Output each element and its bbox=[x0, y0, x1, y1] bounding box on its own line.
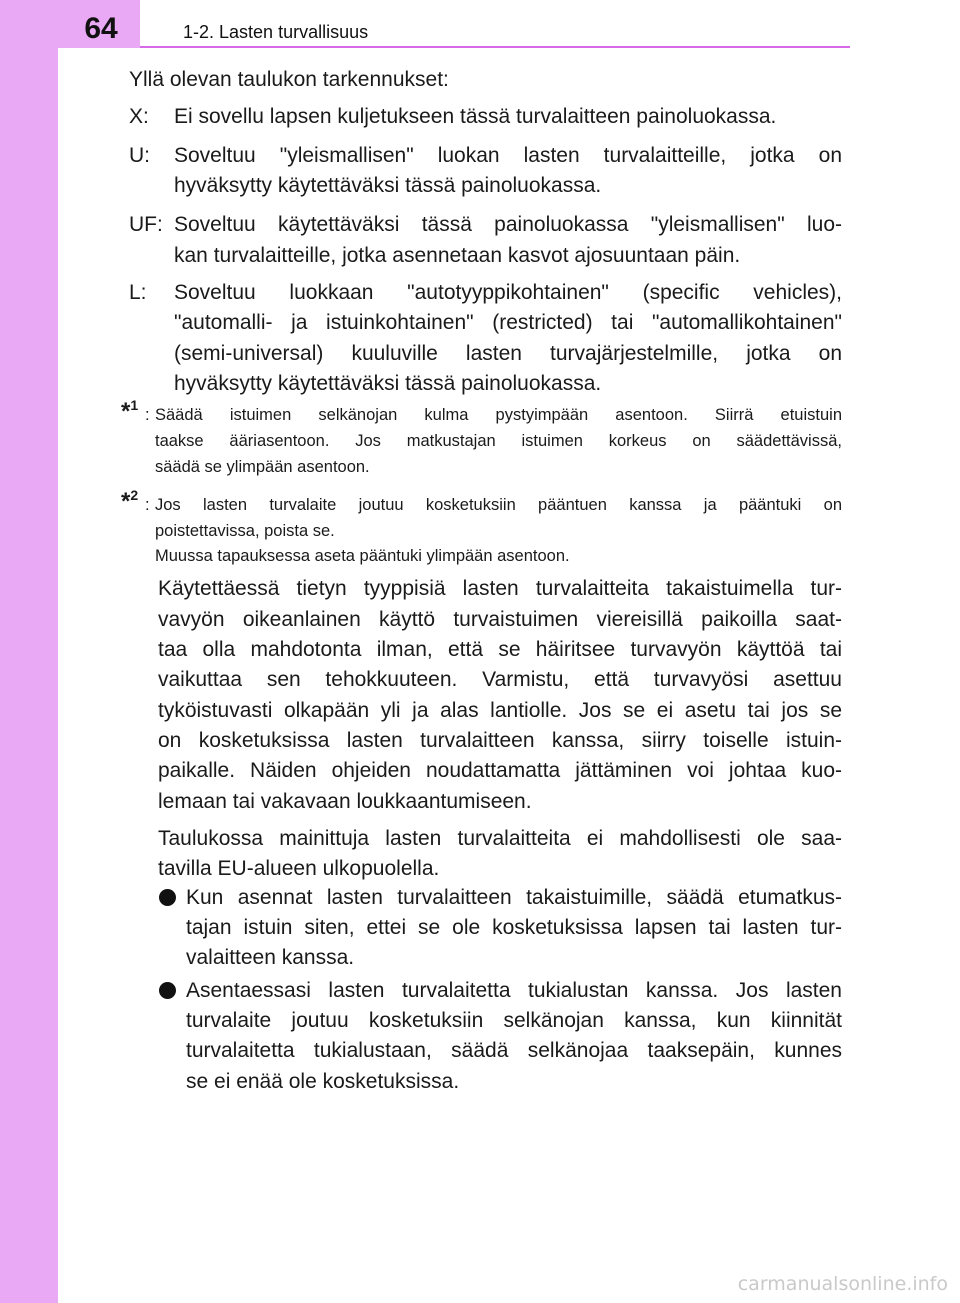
footnote-line: poistettavissa, poista se. bbox=[155, 522, 335, 540]
paragraph-line: on kosketuksissa lasten turvalaitteen kanssa, siirry toiselle istuin- bbox=[158, 729, 842, 752]
bullet-line: tajan istuin siten, ettei se ole kosketuksissa lapsen tai lasten tur- bbox=[186, 916, 842, 939]
paragraph-line: taa olla mahdotonta ilman, että se häiritsee turvavyön käyttöä tai bbox=[158, 638, 842, 661]
footnote-line: säädä se ylimpään asentoon. bbox=[155, 458, 370, 476]
legend-key-uf: UF: bbox=[129, 213, 163, 236]
header-rule bbox=[140, 46, 850, 48]
watermark: carmanualsonline.info bbox=[737, 1273, 948, 1295]
bullet-line: se ei enää ole kosketuksissa. bbox=[186, 1070, 460, 1093]
section-title: 1-2. Lasten turvallisuus bbox=[183, 22, 369, 42]
asterisk: * bbox=[121, 398, 131, 425]
page-sidebar-band bbox=[0, 0, 58, 1303]
footnote-1-marker bbox=[121, 397, 139, 425]
legend-key-l: L: bbox=[129, 281, 147, 304]
legend-line: hyväksytty käytettäväksi tässä painoluokassa. bbox=[174, 372, 602, 395]
paragraph-line: Taulukossa mainittuja lasten turvalaitteita ei mahdollisesti ole saa- bbox=[158, 827, 842, 850]
bullet-icon bbox=[159, 889, 176, 906]
footnote-line: Muussa tapauksessa aseta pääntuki ylimpään asentoon. bbox=[155, 547, 570, 565]
paragraph-line: vavyön oikeanlainen käyttö turvaistuimen viereisillä paikoilla saat- bbox=[158, 608, 842, 631]
legend-line: hyväksytty käytettäväksi tässä painoluokassa. bbox=[174, 174, 602, 197]
footnote-2-marker bbox=[121, 487, 139, 515]
legend-key-x: X: bbox=[129, 105, 149, 128]
intro-text: Yllä olevan taulukon tarkennukset: bbox=[129, 68, 449, 91]
legend-line: Soveltuu luokkaan "autotyyppikohtainen" (specific vehicles), bbox=[174, 281, 842, 304]
bullet-line: Kun asennat lasten turvalaitteen takaistuimille, säädä etumatkus- bbox=[186, 886, 842, 909]
bullet-line: turvalaitetta tukialustaan, säädä selkänojaa taaksepäin, kunnes bbox=[186, 1039, 842, 1062]
paragraph-line: paikalle. Näiden ohjeiden noudattamatta jättäminen voi johtaa kuo- bbox=[158, 759, 842, 782]
legend-line: Soveltuu käytettäväksi tässä painoluokassa "yleismallisen" luo- bbox=[174, 213, 842, 236]
legend-line: Soveltuu "yleismallisen" luokan lasten turvalaitteille, jotka on bbox=[174, 144, 842, 167]
paragraph-line: Käytettäessä tietyn tyyppisiä lasten turvalaitteita takaistuimella tur- bbox=[158, 577, 842, 600]
paragraph-line: vaikuttaa sen tehokkuuteen. Varmistu, että turvavyösi asettuu bbox=[158, 668, 842, 691]
bullet-icon bbox=[159, 982, 176, 999]
bullet-line: turvalaite joutuu kosketuksiin selkänojan kanssa, kun kiinnität bbox=[186, 1009, 842, 1032]
footnote-line: Jos lasten turvalaite joutuu kosketuksiin pääntuen kanssa ja pääntuki on bbox=[155, 496, 842, 514]
footnote-colon: : bbox=[145, 496, 150, 514]
legend-line: (semi-universal) kuuluville lasten turvajärjestelmille, jotka on bbox=[174, 342, 842, 365]
paragraph-line: lemaan tai vakavaan loukkaantumiseen. bbox=[158, 790, 532, 813]
footnote-line: Säädä istuimen selkänojan kulma pystyimpään asentoon. Siirrä etuistuin bbox=[155, 406, 842, 424]
legend-line: Ei sovellu lapsen kuljetukseen tässä turvalaitteen painoluokassa. bbox=[174, 105, 777, 128]
legend-line: "automalli- ja istuinkohtainen" (restricted) tai "automallikohtainen" bbox=[174, 311, 842, 334]
footnote-colon: : bbox=[145, 406, 150, 424]
legend-key-u: U: bbox=[129, 144, 150, 167]
paragraph-line: tyköistuvasti olkapään yli ja alas lantiolle. Jos se ei asetu tai jos se bbox=[158, 699, 842, 722]
paragraph-line: tavilla EU-alueen ulkopuolella. bbox=[158, 857, 440, 880]
asterisk: * bbox=[121, 488, 131, 515]
footnote-number: 1 bbox=[130, 397, 139, 413]
legend-line: kan turvalaitteille, jotka asennetaan kasvot ajosuuntaan päin. bbox=[174, 244, 741, 267]
footnote-line: taakse ääriasentoon. Jos matkustajan istuimen korkeus on säädettävissä, bbox=[155, 432, 842, 450]
footnote-number: 2 bbox=[130, 487, 139, 503]
bullet-line: valaitteen kanssa. bbox=[186, 946, 355, 969]
bullet-line: Asentaessasi lasten turvalaitetta tukialustan kanssa. Jos lasten bbox=[186, 979, 842, 1002]
page-number: 64 bbox=[84, 12, 118, 45]
